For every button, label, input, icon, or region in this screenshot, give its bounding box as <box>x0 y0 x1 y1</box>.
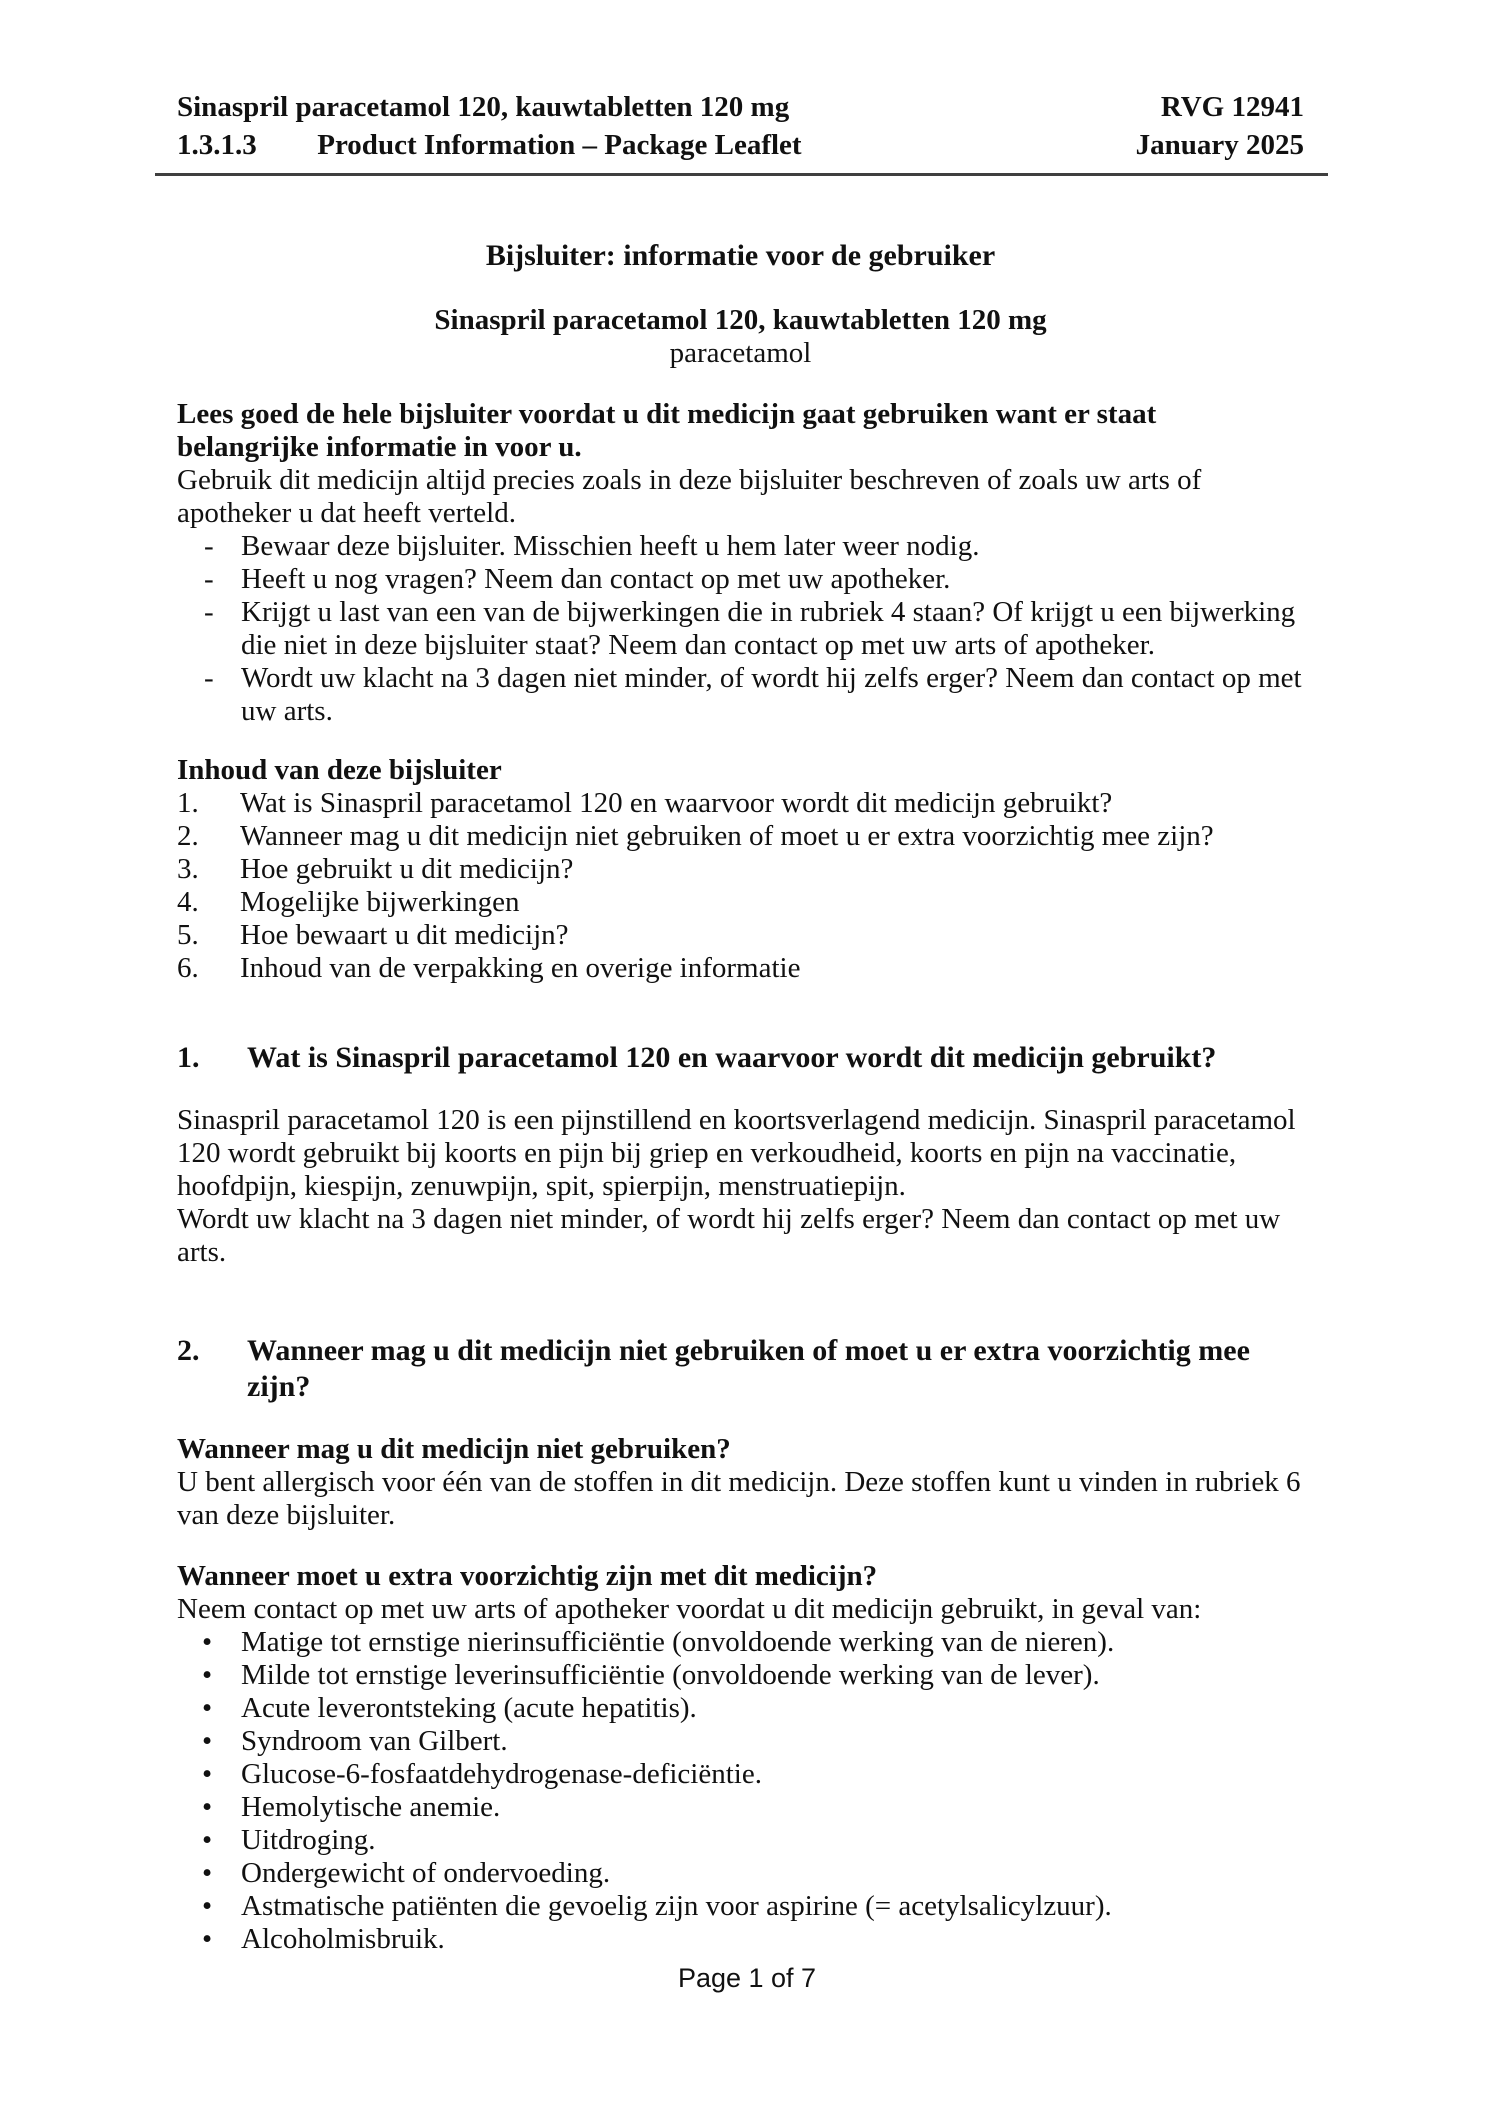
section-2-heading <box>177 1333 1304 1405</box>
section-1-heading <box>177 1040 1304 1076</box>
toc-item-text: Mogelijke bijwerkingen <box>240 886 520 918</box>
section-2-number: 2. <box>177 1334 200 1367</box>
header-issue-date: January 2025 <box>1135 129 1304 161</box>
bullet-item: • Matige tot ernstige nierinsufficiëntie (onvoldoende werking van de nieren). <box>177 1626 1304 1659</box>
toc-item-text: Hoe bewaart u dit medicijn? <box>240 919 569 951</box>
toc-item-text: Inhoud van de verpakking en overige informatie <box>240 952 801 984</box>
active-substance: paracetamol <box>669 337 812 369</box>
section-1-heading-text: Wat is Sinaspril paracetamol 120 en waarvoor wordt dit medicijn gebruikt? <box>247 1041 1217 1074</box>
toc-item-number: 3. <box>177 853 199 885</box>
section-1-number: 1. <box>177 1041 200 1074</box>
header-divider-rule <box>155 173 1328 176</box>
dash-item: - Bewaar deze bijsluiter. Misschien heeft u hem later weer nodig. <box>177 530 1304 563</box>
page-header <box>177 0 1304 176</box>
bullet-item: • Hemolytische anemie. <box>177 1791 1304 1824</box>
toc-item <box>177 787 1304 820</box>
toc-item-text: Wat is Sinaspril paracetamol 120 en waarvoor wordt dit medicijn gebruikt? <box>240 787 1113 819</box>
para-allergy-info: U bent allergisch voor één van de stoffen in dit medicijn. Deze stoffen kunt u vinden in rubriek 6 van deze bijsluiter. <box>177 1466 1301 1531</box>
toc-list <box>177 787 1304 985</box>
toc-item <box>177 919 1304 952</box>
header-section-code: 1.3.1.3 <box>177 129 257 161</box>
dash-item: - Heeft u nog vragen? Neem dan contact op met uw apotheker. <box>177 563 1304 596</box>
page-number: Page 1 of 7 <box>677 1963 817 1993</box>
toc-heading: Inhoud van deze bijsluiter <box>177 754 502 786</box>
toc-item-number: 2. <box>177 820 199 852</box>
toc-item <box>177 952 1304 985</box>
bullet-item: • Syndroom van Gilbert. <box>177 1725 1304 1758</box>
subheading-extra-caution: Wanneer moet u extra voorzichtig zijn met dit medicijn? <box>177 1560 878 1592</box>
page-footer <box>0 1962 1494 1994</box>
bullet-item: • Milde tot ernstige leverinsufficiëntie (onvoldoende werking van de lever). <box>177 1659 1304 1692</box>
toc-item-number: 1. <box>177 787 199 819</box>
toc-item-text: Hoe gebruikt u dit medicijn? <box>240 853 574 885</box>
leaflet-title: Bijsluiter: informatie voor de gebruiker <box>485 239 996 272</box>
toc-item-number: 6. <box>177 952 199 984</box>
bullet-item: • Ondergewicht of ondervoeding. <box>177 1857 1304 1890</box>
header-doc-type: Product Information – Package Leaflet <box>317 129 802 161</box>
subheading-when-not-to-use: Wanneer mag u dit medicijn niet gebruiken? <box>177 1433 731 1465</box>
para-contact-doctor-intro: Neem contact op met uw arts of apotheker voordat u dit medicijn gebruikt, in geval van: <box>177 1593 1202 1625</box>
dash-item: - Krijgt u last van een van de bijwerkingen die in rubriek 4 staan? Of krijgt u een bijwerking die niet in deze bijsluiter staat? Neem dan contact op met uw arts of apotheker. <box>177 596 1304 662</box>
toc-item <box>177 853 1304 886</box>
intro-lead-bold: Lees goed de hele bijsluiter voordat u dit medicijn gaat gebruiken want er staat belangrijke informatie in voor u. <box>177 398 1157 463</box>
section-1-para-2: Wordt uw klacht na 3 dagen niet minder, of wordt hij zelfs erger? Neem dan contact op met uw arts. <box>177 1203 1281 1268</box>
header-left-group <box>177 126 802 164</box>
header-product-name: Sinaspril paracetamol 120, kauwtabletten 120 mg <box>177 91 790 123</box>
bullet-item: • Glucose-6-fosfaatdehydrogenase-deficiëntie. <box>177 1758 1304 1791</box>
bullet-item: • Astmatische patiënten die gevoelig zijn voor aspirine (= acetylsalicylzuur). <box>177 1890 1304 1923</box>
section-2-heading-text: Wanneer mag u dit medicijn niet gebruiken of moet u er extra voorzichtig mee zijn? <box>247 1334 1250 1403</box>
product-title: Sinaspril paracetamol 120, kauwtabletten 120 mg <box>434 304 1047 336</box>
section-1-para-1: Sinaspril paracetamol 120 is een pijnstillend en koortsverlagend medicijn. Sinaspril paracetamol 120 wordt gebruikt bij koorts en pijn bij griep en verkoudheid, koorts en pijn na vaccinatie, hoofdpijn, kiespijn, zenuwpijn, spit, spierpijn, menstruatiepijn. <box>177 1104 1296 1202</box>
toc-item-number: 4. <box>177 886 199 918</box>
bullet-item: • Alcoholmisbruik. <box>177 1923 1304 1956</box>
intro-body: Gebruik dit medicijn altijd precies zoals in deze bijsluiter beschreven of zoals uw arts of apotheker u dat heeft verteld. <box>177 464 1202 529</box>
toc-item <box>177 886 1304 919</box>
intro-dash-list <box>177 530 1304 728</box>
toc-item-text: Wanneer mag u dit medicijn niet gebruiken of moet u er extra voorzichtig mee zijn? <box>240 820 1214 852</box>
warning-bullet-list <box>177 1626 1304 1956</box>
toc-item-number: 5. <box>177 919 199 951</box>
toc-item <box>177 820 1304 853</box>
header-row-product <box>177 88 1304 126</box>
header-row-doctype <box>177 126 1304 164</box>
header-rvg-number: RVG 12941 <box>1160 91 1304 123</box>
bullet-item: • Acute leverontsteking (acute hepatitis). <box>177 1692 1304 1725</box>
bullet-item: • Uitdroging. <box>177 1824 1304 1857</box>
dash-item: - Wordt uw klacht na 3 dagen niet minder, of wordt hij zelfs erger? Neem dan contact op met uw arts. <box>177 662 1304 728</box>
